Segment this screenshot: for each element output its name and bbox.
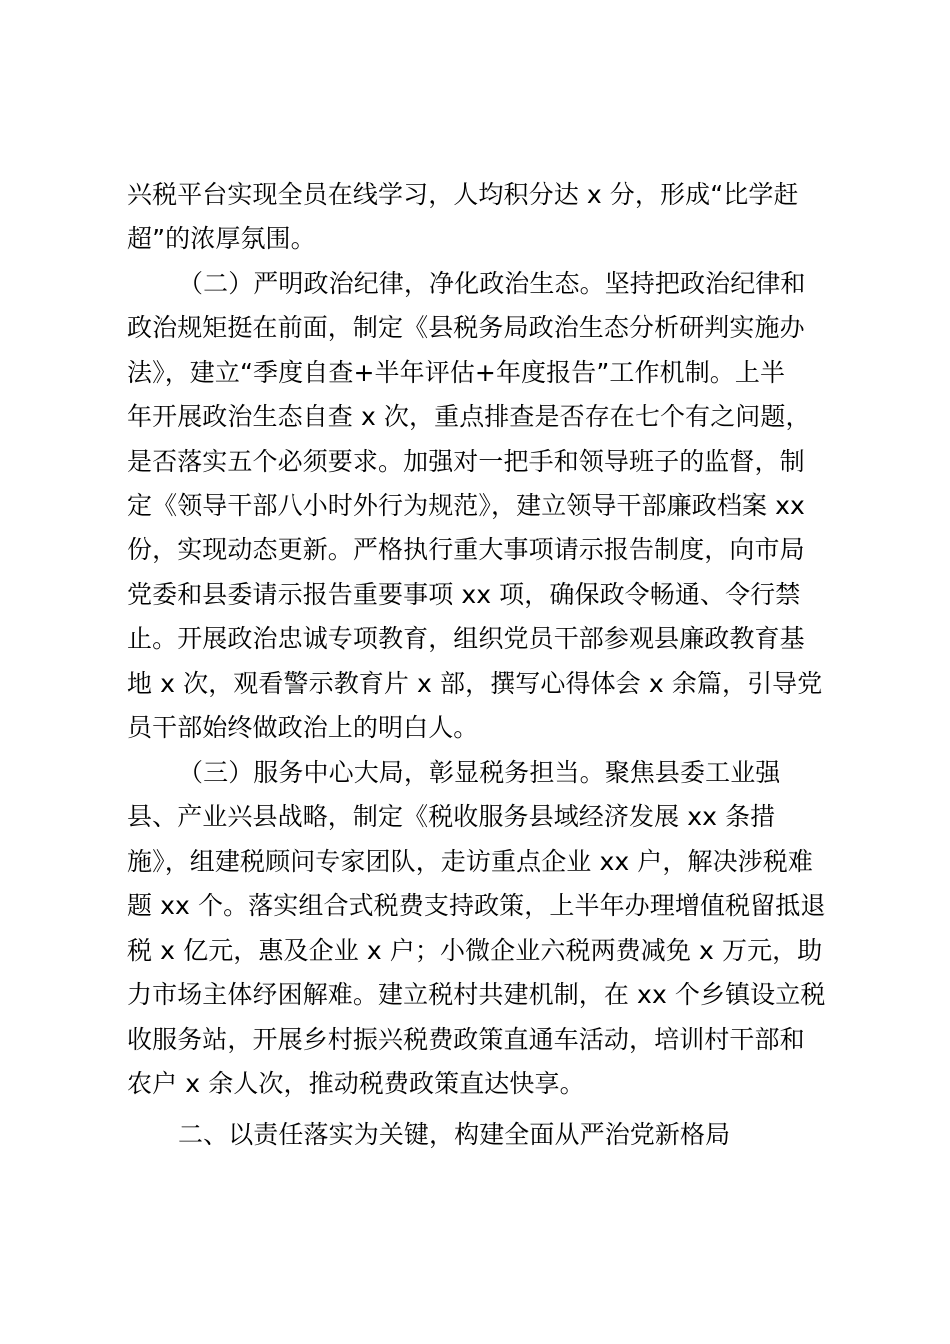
text-line-21: 农户 x 余人次，推动税费政策直达快享。 (127, 1069, 585, 1098)
text-line-4: 政治规矩挺在前面，制定《县税务局政治生态分析研判实施办 (127, 313, 805, 342)
section-heading-2: （二）严明政治纪律，净化政治生态。坚持把政治纪律和 (178, 269, 806, 298)
text-line-9: 份，实现动态更新。严格执行重大事项请示报告制度，向市局 (127, 535, 805, 564)
text-line-13: 员干部始终做政治上的明白人。 (127, 713, 479, 742)
text-line-18: 税 x 亿元，惠及企业 x 户；小微企业六税两费减免 x 万元，助 (127, 936, 823, 965)
text-line-5: 法》，建立“季度自查+半年评估+年度报告”工作机制。上半 (127, 358, 786, 387)
text-line-19: 力市场主体纾困解难。建立税村共建机制，在 xx 个乡镇设立税 (127, 980, 826, 1009)
text-line-8: 定《领导干部八小时外行为规范》，建立领导干部廉政档案 xx (127, 491, 805, 520)
text-line-16: 施》，组建税顾问专家团队，走访重点企业 xx 户，解决涉税难 (127, 847, 813, 876)
text-line-2: 超”的浓厚氛围。 (127, 224, 316, 253)
text-line-1: 兴税平台实现全员在线学习，人均积分达 x 分，形成“比学赶 (127, 180, 799, 209)
chapter-heading-2: 二、以责任落实为关键，构建全面从严治党新格局 (178, 1120, 731, 1149)
text-line-20: 收服务站，开展乡村振兴税费政策直通车活动，培训村干部和 (127, 1025, 805, 1054)
text-line-17: 题 xx 个。落实组合式税费支持政策，上半年办理增值税留抵退 (127, 891, 826, 920)
text-line-7: 是否落实五个必须要求。加强对一把手和领导班子的监督，制 (127, 447, 805, 476)
section-heading-3: （三）服务中心大局，彰显税务担当。聚焦县委工业强 (178, 758, 781, 787)
text-line-11: 止。开展政治忠诚专项教育，组织党员干部参观县廉政教育基 (127, 624, 805, 653)
text-line-15: 县、产业兴县战略，制定《税收服务县域经济发展 xx 条措 (127, 802, 776, 831)
text-line-10: 党委和县委请示报告重要事项 xx 项，确保政令畅通、令行禁 (127, 580, 801, 609)
text-line-6: 年开展政治生态自查 x 次，重点排查是否存在七个有之问题， (127, 402, 811, 431)
text-line-12: 地 x 次，观看警示教育片 x 部，撰写心得体会 x 余篇，引导党 (127, 669, 823, 698)
